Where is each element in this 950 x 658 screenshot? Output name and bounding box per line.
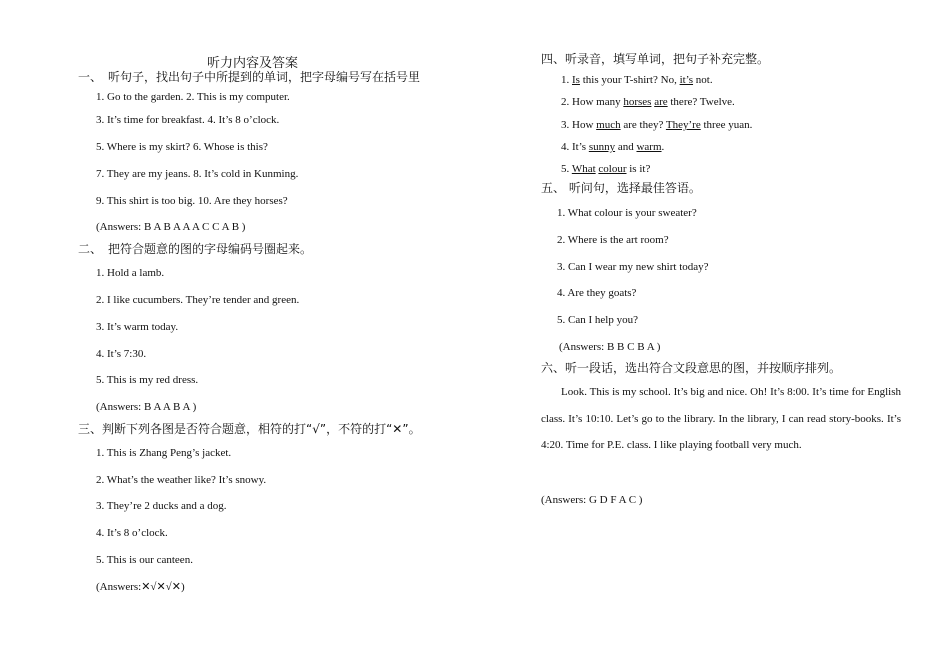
section-5-heading: 五、 听问句，选择最佳答语。: [541, 181, 701, 195]
s5-answers: (Answers: B B C B A ): [559, 341, 661, 353]
s5-line: 2. Where is the art room?: [557, 234, 669, 246]
s2-line: 1. Hold a lamb.: [96, 267, 165, 279]
s6-answers: (Answers: G D F A C ): [541, 494, 643, 506]
s3-line: 5. This is our canteen.: [96, 554, 193, 566]
s4-line: 3. How much are they? They’re three yuan.: [561, 119, 753, 131]
s2-line: 4. It’s 7:30.: [96, 348, 147, 360]
s3-line: 1. This is Zhang Peng’s jacket.: [96, 447, 232, 459]
s1-answers: (Answers: B A B A A A C C A B ): [96, 221, 246, 233]
s4-line: 5. What colour is it?: [561, 163, 651, 175]
s2-answers: (Answers: B A A B A ): [96, 401, 197, 413]
section-3-heading: 三、判断下列各图是否符合题意，相符的打“√”，不符的打“✕”。: [78, 422, 421, 436]
s1-line: 3. It’s time for breakfast. 4. It’s 8 o’clock.: [96, 114, 280, 126]
section-1-heading: 一、 听句子，找出句子中所提到的单词，把字母编号写在括号里: [78, 70, 421, 84]
s4-line: 4. It’s sunny and warm.: [561, 141, 665, 153]
s3-answers: (Answers:✕√✕√✕): [96, 581, 185, 593]
s5-line: 4. Are they goats?: [557, 287, 637, 299]
s4-line: 1. Is this your T-shirt? No, it’s not.: [561, 74, 713, 86]
s4-line: 2. How many horses are there? Twelve.: [561, 96, 735, 108]
s3-line: 3. They’re 2 ducks and a dog.: [96, 500, 227, 512]
s3-line: 4. It’s 8 o’clock.: [96, 527, 168, 539]
page-title: 听力内容及答案: [207, 56, 299, 71]
s1-line: 1. Go to the garden. 2. This is my computer.: [96, 91, 290, 103]
s1-line: 7. They are my jeans. 8. It’s cold in Kunming.: [96, 168, 299, 180]
s6-paragraph: Look. This is my school. It’s big and nice. Oh! It’s 8:00. It’s time for English class. It’s 10:10. Let’s go to the library. In the library, I can read story-books. It’s 4:20. Time for P.E. class. I like playing football very much.: [541, 386, 901, 451]
s3-line: 2. What’s the weather like? It’s snowy.: [96, 474, 267, 486]
s5-line: 3. Can I wear my new shirt today?: [557, 261, 709, 273]
s1-line: 9. This shirt is too big. 10. Are they horses?: [96, 195, 288, 207]
section-6-heading: 六、听一段话，选出符合文段意思的图，并按顺序排列。: [541, 361, 842, 375]
section-4-heading: 四、听录音，填写单词，把句子补充完整。: [541, 52, 770, 66]
s1-line: 5. Where is my skirt? 6. Whose is this?: [96, 141, 268, 153]
s2-line: 2. I like cucumbers. They’re tender and green.: [96, 294, 300, 306]
s5-line: 5. Can I help you?: [557, 314, 638, 326]
section-2-heading: 二、 把符合题意的图的字母编码号圈起来。: [78, 242, 313, 256]
s2-line: 5. This is my red dress.: [96, 374, 199, 386]
s5-line: 1. What colour is your sweater?: [557, 207, 697, 219]
s2-line: 3. It’s warm today.: [96, 321, 179, 333]
